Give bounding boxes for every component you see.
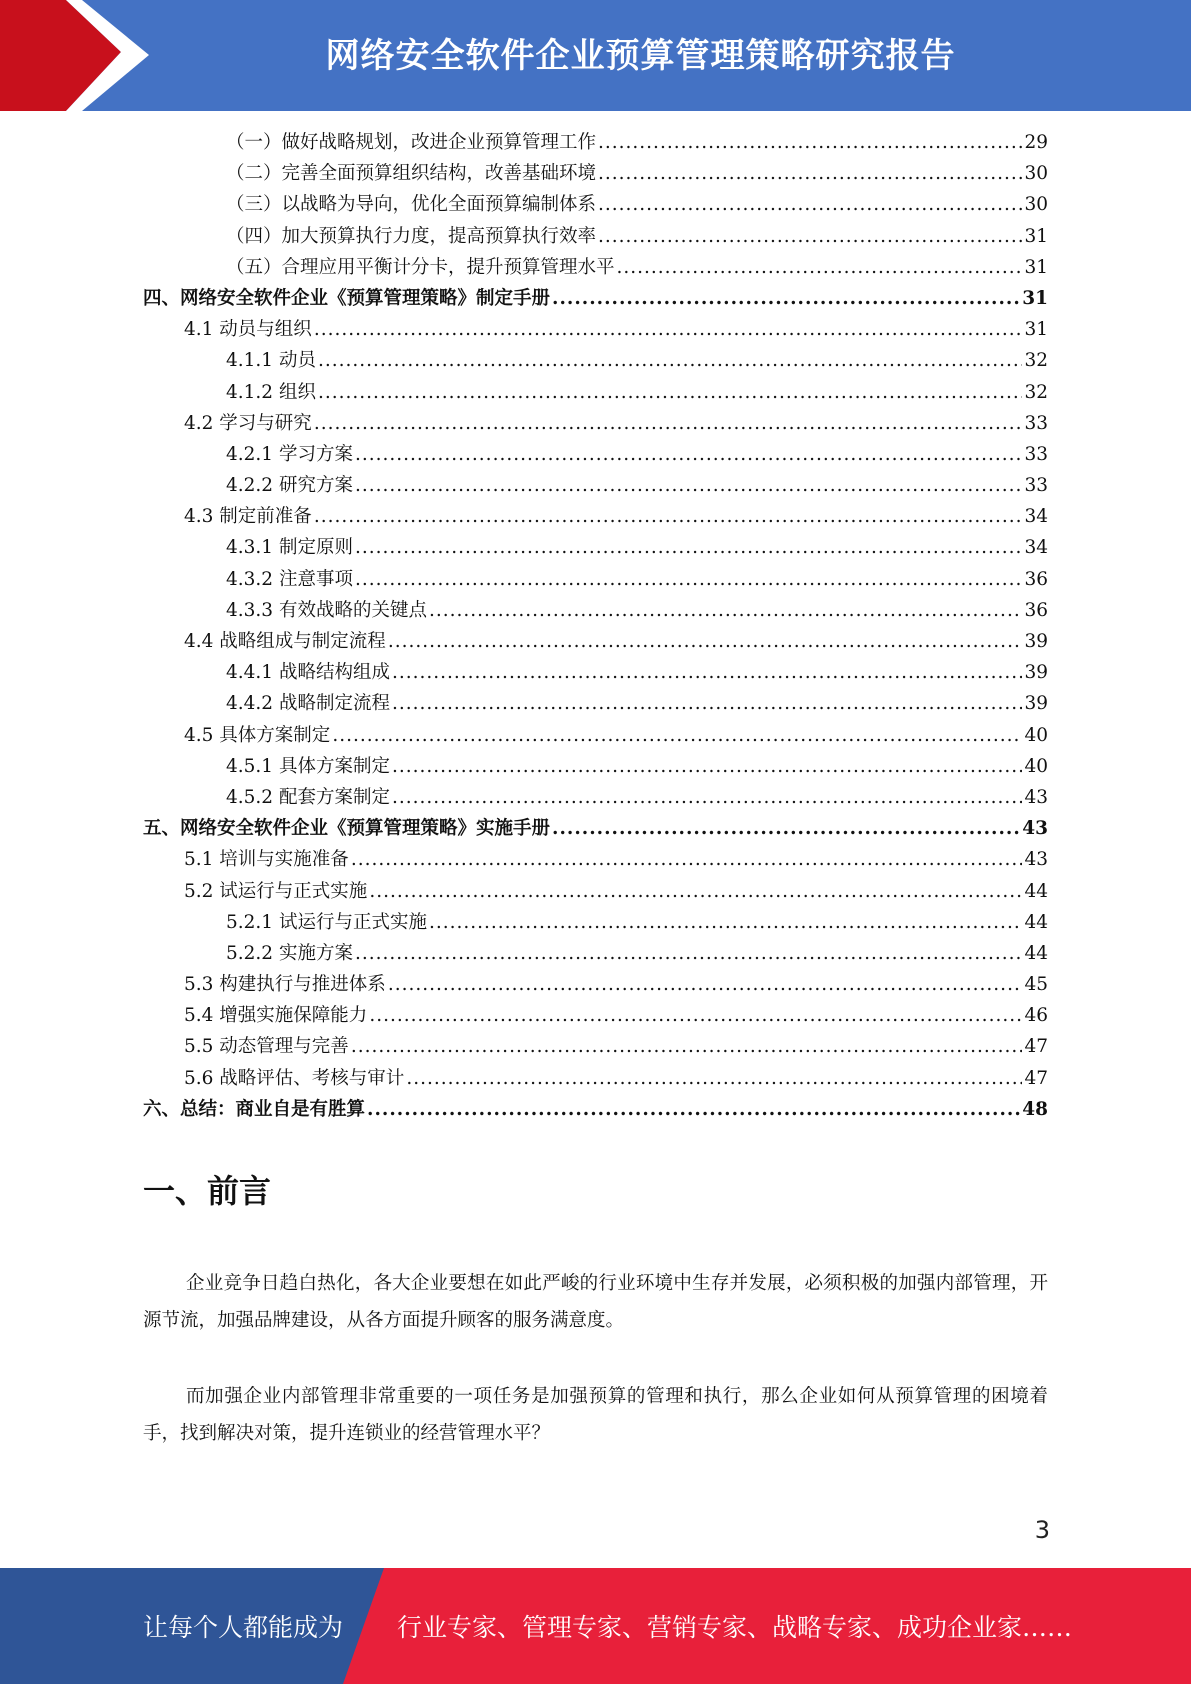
toc-entry-title: 4.2.1 学习方案: [226, 443, 353, 465]
toc-entry-title: 5.4 增强实施保障能力: [184, 1005, 368, 1027]
toc-entry[interactable]: [143, 501, 1048, 532]
toc-entry-title: （二）完善全面预算组织结构，改善基础环境: [226, 163, 597, 185]
toc-leader-dots: [318, 377, 1023, 408]
toc-leader-dots: [429, 595, 1022, 626]
toc-entry-title: 4.4.2 战略制定流程: [226, 693, 390, 715]
toc-leader-dots: [392, 688, 1022, 719]
toc-entry[interactable]: [143, 314, 1048, 345]
toc-entry[interactable]: [143, 377, 1048, 408]
toc-entry[interactable]: [143, 657, 1048, 688]
toc-leader-dots: [355, 532, 1023, 563]
toc-entry-page: 31: [1022, 287, 1048, 309]
toc-entry-page: 39: [1024, 662, 1048, 684]
toc-entry[interactable]: [143, 813, 1048, 844]
toc-entry-page: 30: [1024, 194, 1048, 216]
toc-entry[interactable]: [143, 408, 1048, 439]
toc-entry-title: （三）以战略为导向，优化全面预算编制体系: [226, 194, 597, 216]
toc-entry-title: 4.3.2 注意事项: [226, 568, 353, 590]
toc-entry-title: 六、总结：商业自是有胜算: [143, 1098, 366, 1120]
toc-leader-dots: [314, 501, 1023, 532]
toc-entry-page: 47: [1024, 1067, 1048, 1089]
toc-entry-title: 四、网络安全软件企业《预算管理策略》制定手册: [143, 287, 551, 309]
footer-slogan-right: 行业专家、管理专家、营销专家、战略专家、成功企业家……: [397, 1613, 1073, 1642]
toc-leader-dots: [355, 470, 1023, 501]
toc-entry-page: 36: [1024, 568, 1048, 590]
toc-entry-page: 32: [1024, 381, 1048, 403]
toc-entry-page: 39: [1024, 693, 1048, 715]
toc-leader-dots: [318, 345, 1023, 376]
toc-entry-page: 39: [1024, 631, 1048, 652]
toc-leader-dots: [552, 813, 1020, 844]
toc-entry-title: 4.5.1 具体方案制定: [226, 755, 390, 777]
toc-entry-title: 5.3 构建执行与推进体系: [184, 974, 386, 996]
toc-leader-dots: [598, 158, 1022, 189]
toc-entry[interactable]: [143, 751, 1048, 782]
toc-entry-title: 4.2.2 研究方案: [226, 475, 353, 497]
toc-leader-dots: [314, 408, 1023, 439]
toc-entry-page: 30: [1024, 163, 1048, 185]
toc-entry-page: 43: [1022, 818, 1048, 840]
toc-leader-dots: [617, 252, 1023, 283]
toc-entry-title: 5.6 战略评估、考核与审计: [184, 1067, 405, 1089]
page-footer: [0, 1568, 1191, 1684]
toc-leader-dots: [369, 1000, 1022, 1031]
toc-entry[interactable]: [143, 189, 1048, 220]
toc-leader-dots: [598, 127, 1022, 158]
toc-entry-title: 4.1 动员与组织: [184, 319, 312, 341]
toc-entry-page: 43: [1024, 786, 1048, 808]
toc-leader-dots: [355, 938, 1023, 969]
toc-entry[interactable]: [143, 688, 1048, 719]
paragraph: 企业竞争日趋白热化，各大企业要想在如此严峻的行业环境中生存并发展，必须积极的加强内部管理，开源节流，加强品牌建设，从各方面提升顾客的服务满意度。: [143, 1273, 1048, 1331]
toc-leader-dots: [406, 1063, 1022, 1094]
toc-entry-page: 44: [1024, 942, 1048, 964]
toc-entry-page: 40: [1024, 724, 1048, 746]
toc-entry[interactable]: [143, 907, 1048, 938]
toc-entry-title: 五、网络安全软件企业《预算管理策略》实施手册: [143, 818, 551, 840]
toc-entry-page: 40: [1024, 755, 1048, 777]
toc-entry-page: 36: [1024, 599, 1048, 621]
toc-entry-title: 4.4.1 战略结构组成: [226, 662, 390, 684]
toc-entry-title: 5.1 培训与实施准备: [184, 849, 349, 871]
toc-entry-title: 4.3.3 有效战略的关键点: [226, 599, 427, 621]
table-of-contents: [143, 127, 1048, 1125]
report-title: 网络安全软件企业预算管理策略研究报告: [325, 35, 956, 76]
toc-entry-page: 31: [1024, 225, 1048, 247]
toc-entry[interactable]: [143, 158, 1048, 189]
toc-entry-page: 33: [1024, 412, 1048, 434]
toc-entry-page: 31: [1024, 256, 1048, 278]
toc-entry[interactable]: [143, 1031, 1048, 1062]
toc-entry-page: 32: [1024, 350, 1048, 372]
toc-entry-title: 4.5.2 配套方案制定: [226, 786, 390, 808]
toc-entry-page: 44: [1024, 880, 1048, 902]
toc-leader-dots: [392, 751, 1022, 782]
toc-entry-page: 43: [1024, 849, 1048, 871]
toc-entry-page: 44: [1024, 911, 1048, 933]
toc-entry[interactable]: [143, 876, 1048, 907]
toc-leader-dots: [552, 283, 1020, 314]
toc-leader-dots: [392, 657, 1022, 688]
toc-leader-dots: [388, 969, 1023, 1000]
toc-entry[interactable]: [143, 969, 1048, 1000]
toc-entry-title: 4.5 具体方案制定: [184, 724, 331, 746]
toc-entry[interactable]: [143, 532, 1048, 563]
toc-entry-title: 4.3.1 制定原则: [226, 537, 353, 559]
toc-entry-page: 33: [1024, 443, 1048, 465]
page-header: [0, 0, 1191, 111]
red-chevron-graphic: [0, 0, 160, 111]
toc-entry-page: 33: [1024, 475, 1048, 497]
toc-entry[interactable]: [143, 283, 1048, 314]
page-number: 3: [1034, 1516, 1050, 1544]
toc-entry[interactable]: [143, 626, 1048, 657]
toc-entry-page: 34: [1024, 506, 1048, 528]
toc-entry[interactable]: [143, 938, 1048, 969]
toc-entry-title: 5.2.2 实施方案: [226, 942, 353, 964]
toc-entry[interactable]: [143, 345, 1048, 376]
toc-leader-dots: [351, 844, 1023, 875]
toc-entry-page: 34: [1024, 537, 1048, 559]
toc-leader-dots: [355, 439, 1023, 470]
toc-leader-dots: [388, 626, 1023, 657]
toc-entry-title: 4.1.1 动员: [226, 350, 316, 372]
toc-entry-page: 47: [1024, 1036, 1048, 1058]
toc-entry[interactable]: [143, 221, 1048, 252]
toc-entry[interactable]: [143, 595, 1048, 626]
toc-entry-page: 48: [1022, 1098, 1048, 1120]
toc-leader-dots: [351, 1031, 1023, 1062]
toc-entry-title: 4.4 战略组成与制定流程: [184, 631, 386, 652]
toc-entry-title: （一）做好战略规划，改进企业预算管理工作: [226, 132, 597, 153]
toc-leader-dots: [314, 314, 1023, 345]
toc-entry[interactable]: [143, 564, 1048, 595]
footer-slogan-left: 让每个人都能成为: [143, 1613, 344, 1642]
toc-leader-dots: [355, 564, 1023, 595]
toc-entry[interactable]: [143, 1094, 1048, 1125]
section-heading: 一、前言: [143, 1172, 272, 1210]
toc-leader-dots: [392, 782, 1022, 813]
toc-entry[interactable]: [143, 127, 1048, 158]
toc-entry-page: 31: [1024, 319, 1048, 341]
toc-entry-page: 46: [1024, 1005, 1048, 1027]
toc-entry[interactable]: [143, 1000, 1048, 1031]
toc-entry-title: 4.1.2 组织: [226, 381, 316, 403]
toc-entry[interactable]: [143, 1063, 1048, 1094]
toc-leader-dots: [367, 1094, 1020, 1125]
toc-leader-dots: [598, 189, 1022, 220]
toc-entry[interactable]: [143, 782, 1048, 813]
toc-leader-dots: [598, 221, 1022, 252]
toc-entry-page: 29: [1024, 132, 1048, 153]
toc-entry-title: 5.2.1 试运行与正式实施: [226, 911, 427, 933]
toc-entry-title: 4.3 制定前准备: [184, 506, 312, 528]
toc-entry-title: 4.2 学习与研究: [184, 412, 312, 434]
toc-entry-title: （五）合理应用平衡计分卡，提升预算管理水平: [226, 256, 615, 278]
toc-leader-dots: [332, 720, 1022, 751]
paragraph: 而加强企业内部管理非常重要的一项任务是加强预算的管理和执行，那么企业如何从预算管理的困境着手，找到解决对策，提升连锁业的经营管理水平？: [143, 1386, 1048, 1444]
toc-entry[interactable]: [143, 439, 1048, 470]
toc-entry-title: 5.5 动态管理与完善: [184, 1036, 349, 1058]
toc-entry[interactable]: [143, 470, 1048, 501]
toc-leader-dots: [429, 907, 1022, 938]
toc-entry-title: 5.2 试运行与正式实施: [184, 880, 368, 902]
toc-leader-dots: [369, 876, 1022, 907]
toc-entry[interactable]: [143, 844, 1048, 875]
toc-entry[interactable]: [143, 720, 1048, 751]
toc-entry-title: （四）加大预算执行力度，提高预算执行效率: [226, 225, 597, 247]
toc-entry[interactable]: [143, 252, 1048, 283]
toc-entry-page: 45: [1024, 974, 1048, 996]
